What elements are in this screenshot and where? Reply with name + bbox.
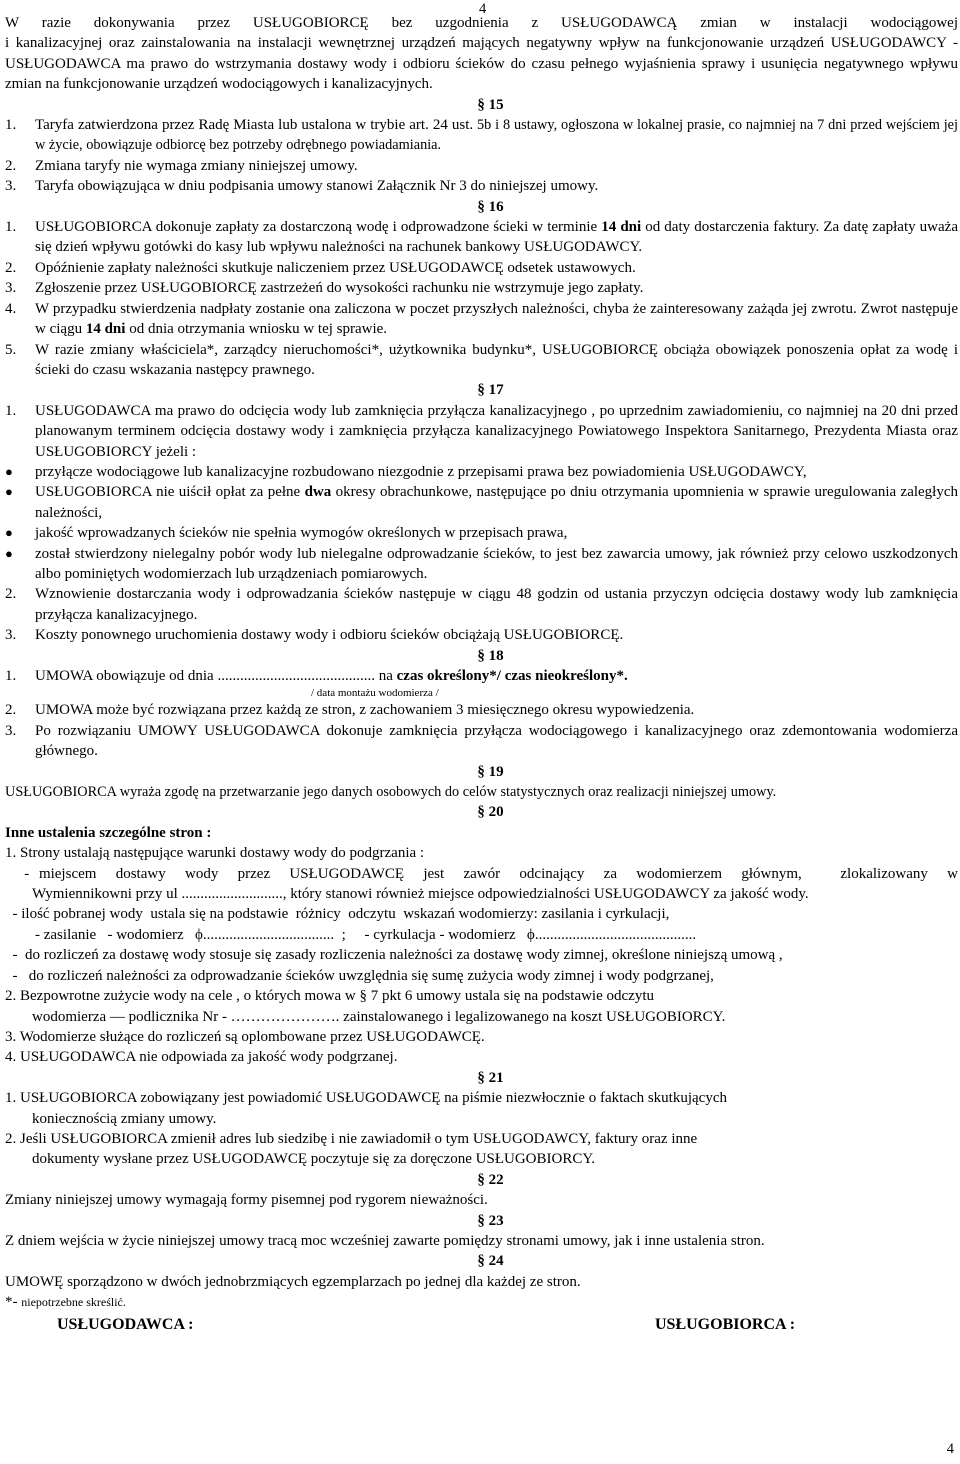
s20-dash-3: - zasilanie - wodomierz ϕ................................... ; - cyrkulacja - wodomierz ϕ........................................... [35, 926, 697, 943]
s21-point-2: 2. Jeśli USŁUGOBIORCA zmienił adres lub siedzibę i nie zawiadomił o tym USŁUGODAWCY, faktury oraz inne [5, 1130, 698, 1147]
item-text: Taryfa zatwierdzona przez Radę Miasta lub ustalona w trybie art. 24 ust. [35, 117, 474, 134]
item-text-cont: od dnia otrzymania wniosku w tej sprawie. [125, 321, 388, 338]
s22-text: Zmiany niniejszej umowy wymagają formy pisemnej pod rygorem nieważności. [5, 1192, 488, 1209]
s20-dash-4: - do rozliczeń za dostawę wody stosuje się zasady rozliczenia należności za dostawę wody zimnej, określone niniejszą umową , [5, 947, 783, 964]
s20-dash-2: - ilość pobranej wody ustala się na podstawie różnicy odczytu wskazań wodomierzy: zasilania i cyrkulacji, [5, 906, 670, 923]
bullet-text: jakość wprowadzanych ścieków nie spełnia wymogów określonych w przepisach prawa, [35, 525, 568, 542]
section-21-title: § 21 [477, 1069, 504, 1086]
s21-point-1: 1. USŁUGOBIORCA zobowiązany jest powiadomić USŁUGODAWCĘ na piśmie niezwłocznie o faktach skutkujących [5, 1090, 727, 1107]
s17-bullet-3 [5, 523, 958, 543]
s20-heading: Inne ustalenia szczególne stron : [5, 824, 212, 841]
section-18-title: § 18 [477, 647, 504, 664]
item-text: Zmiana taryfy nie wymaga zmiany niniejszej umowy. [35, 157, 358, 174]
item-text: USŁUGODAWCA ma prawo do odcięcia wody lub zamknięcia przyłącza kanalizacyjnego , po uprzednim zawiadomieniu, co najmniej na 20 dni przed planowanym terminem odcięcia dostawy wody i zamknięcia przyłącza kanalizacyjnego Powiatowego Inspektora Sanitarnego, Prezydenta Miasta oraz USŁUGOBIORCY jeżeli : [35, 402, 958, 460]
item-number: 3. [5, 280, 17, 297]
s16-item-4 [5, 299, 958, 340]
bullet-text-cont: okresy obrachunkowe, następujące po dniu otrzymania upomnienia w sprawie uregulowania zaległych należności, [35, 484, 959, 521]
intro-line-1: W razie dokonywania przez USŁUGOBIORCĘ bez uzgodnienia z USŁUGODAWCĄ zmian w instalacji wodociągowej [5, 15, 958, 31]
s20-dash-1-cont: Wymiennikowni przy ul ..........................., który stanowi również miejsce odpowiedzialności USŁUGODAWCY za jakość wody. [32, 886, 809, 903]
item-number: 1. [5, 117, 17, 134]
item-number: 1. [5, 402, 17, 419]
s20-point-2-cont: wodomierza — podlicznika Nr - …………………. zainstalowanego i legalizowanego na koszt USŁUGOBIORCY. [32, 1008, 726, 1025]
item-text: Zgłoszenie przez USŁUGOBIORCĘ zastrzeżeń do wysokości rachunku nie wstrzymuje jego zapłaty. [35, 280, 644, 297]
section-23-title: § 23 [477, 1212, 504, 1229]
item-text: W razie zmiany właściciela*, zarządcy nieruchomości*, użytkownika budynku*, USŁUGOBIORCĘ obciąża obowiązek ponoszenia opłat za wodę i ścieki do czasu wskazania następcy prawnego. [35, 341, 958, 378]
bullet-text: USŁUGOBIORCA nie uiścił opłat za pełne [35, 484, 305, 501]
s21-point-1-cont: koniecznością zmiany umowy. [32, 1110, 217, 1127]
s18-item-1 [5, 666, 958, 686]
item-text-bold: czas określony*/ czas nieokreślony*. [396, 668, 628, 684]
signature-right-label: USŁUGOBIORCA : [655, 1315, 796, 1333]
s17-item-3 [5, 625, 958, 645]
s20-point-4: 4. USŁUGODAWCA nie odpowiada za jakość wody podgrzanej. [5, 1049, 398, 1066]
s15-item-3 [5, 176, 958, 196]
item-number: 2. [5, 259, 17, 276]
section-20-title: § 20 [477, 804, 504, 821]
s23-text: Z dniem wejścia w życie niniejszej umowy tracą moc wcześniej zawarte pomiędzy stronami umowy, jak i inne ustalenia stron. [5, 1232, 765, 1249]
item-text: UMOWA może być rozwiązana przez każdą ze stron, z zachowaniem 3 miesięcznego okresu wypowiedzenia. [35, 702, 695, 719]
intro-paragraph: i kanalizacyjnej oraz zainstalowania na instalacji wewnętrznej urządzeń mających negatywny wpływ na funkcjonowanie urządzeń USŁUGODAWCY - USŁUGODAWCA ma prawo do wstrzymania dostawy wody i odbioru ścieków do czasu pełnego wyjaśnienia sprawy i usunięcia negatywnego wpływu zmian na funkcjonowanie urządzeń wodociągowych i kanalizacyjnych. [5, 35, 958, 93]
item-number: 1. [5, 668, 17, 684]
section-15-title: § 15 [477, 96, 504, 113]
page-number-bottom: 4 [946, 1441, 954, 1457]
item-number: 2. [5, 702, 17, 719]
s17-bullet-1 [5, 462, 958, 482]
s16-item-1 [5, 217, 958, 258]
s24-text: UMOWĘ sporządzono w dwóch jednobrzmiących egzemplarzach po jednej dla każdej ze stron. [5, 1273, 581, 1290]
document-body [5, 13, 958, 1335]
s17-bullet-4 [5, 544, 958, 585]
s15-item-2 [5, 156, 958, 176]
item-number: 3. [5, 627, 17, 644]
bullet-text: został stwierdzony nielegalny pobór wody lub nielegalne odprowadzanie ścieków, to jest bez zawarcia umowy, jak również przy celowo uszkodzonych albo pominiętych wodomierzach lub urządzeniach pomiarowych. [35, 545, 958, 582]
s16-item-5 [5, 340, 958, 381]
date-caption: / data montażu wodomierza / [311, 687, 439, 700]
s18-item-2 [5, 700, 958, 720]
item-text: Wznowienie dostarczania wody i odprowadzania ścieków następuje w ciągu 48 godzin od ustania przyczyn odcięcia dostawy wody lub zamknięcia przyłącza kanalizacyjnego. [35, 586, 958, 623]
section-19-title: § 19 [477, 763, 504, 780]
footnote-star: *- [5, 1294, 22, 1311]
item-text-cont: od daty dostarczenia faktury. Za datę zapłaty uważa się dzień wpływu gotówki do kasy lub wpływu należności na rachunek bankowy USŁUGODAWCY. [35, 219, 958, 256]
item-number: 2. [5, 586, 17, 603]
s20-point-2: 2. Bezpowrotne zużycie wody na cele , o których mowa w § 7 pkt 6 umowy ustala się na podstawie odczytu [5, 988, 654, 1005]
section-16-title: § 16 [477, 198, 504, 215]
item-number: 3. [5, 722, 17, 739]
item-text: Po rozwiązaniu UMOWY USŁUGODAWCA dokonuje zamknięcia przyłącza wodociągowego i kanalizacyjnego oraz zdemontowania wodomierza głównego. [35, 722, 958, 760]
bullet-text-bold: dwa [304, 484, 332, 501]
item-text-cont: 5b i 8 ustawy, ogłoszona w lokalnej prasie, co najmniej na 7 dni przed wejściem jej w życie, obowiązuje odbiorcę bez potrzeby odrębnego powiadamiania. [35, 117, 958, 154]
s21-point-2-cont: dokumenty wysłane przez USŁUGODAWCĘ poczytuje się za doręczone USŁUGOBIORCY. [32, 1151, 595, 1168]
item-number: 3. [5, 178, 17, 195]
item-number: 5. [5, 341, 17, 358]
footnote [5, 1292, 958, 1312]
item-number: 4. [5, 300, 17, 317]
bullet-text: przyłącze wodociągowe lub kanalizacyjne rozbudowano niezgodnie z przepisami prawa bez powiadomienia USŁUGODAWCY, [35, 463, 807, 480]
item-number: 1. [5, 219, 17, 236]
s20-point-3: 3. Wodomierze służące do rozliczeń są oplombowane przez USŁUGODAWCĘ. [5, 1028, 485, 1045]
item-text: Koszty ponownego uruchomienia dostawy wody i odbioru ścieków obciążają USŁUGOBIORCĘ. [35, 627, 624, 644]
s19-text: USŁUGOBIORCA wyraża zgodę na przetwarzanie jego danych osobowych do celów statystycznych oraz realizacji niniejszej umowy. [5, 784, 777, 801]
page-number-top: 4 [479, 1, 487, 17]
bullet-icon: ● [5, 525, 13, 541]
item-text: W przypadku stwierdzenia nadpłaty zostanie ona zaliczona w poczet przyszłych należności, chyba że zainteresowany zażąda jej zwrotu. Zwrot następuje w ciągu [35, 300, 958, 338]
bullet-icon: ● [5, 545, 13, 561]
s17-item-1 [5, 401, 958, 462]
s20-dash-5: - do rozliczeń należności za odprowadzanie ścieków uwzględnia się sumę zużycia wody zimnej i wody podgrzanej, [5, 967, 714, 984]
bullet-icon: ● [5, 484, 13, 500]
s16-item-2 [5, 258, 958, 278]
s20-point-1: 1. Strony ustalają następujące warunki dostawy wody do podgrzania : [5, 845, 425, 862]
item-text-bold: 14 dni [85, 321, 126, 338]
section-22-title: § 22 [477, 1171, 504, 1188]
s15-item-1 [5, 115, 958, 156]
signature-left-label: USŁUGODAWCA : [57, 1315, 194, 1333]
s17-bullet-2 [5, 482, 958, 523]
section-17-title: § 17 [477, 382, 504, 399]
s16-item-3 [5, 278, 958, 298]
item-text: Opóźnienie zapłaty należności skutkuje naliczeniem przez USŁUGODAWCĘ odsetek ustawowych. [35, 259, 636, 276]
section-24-title: § 24 [477, 1253, 504, 1270]
s17-item-2 [5, 584, 958, 625]
signatures [5, 1315, 958, 1335]
item-text: Taryfa obowiązująca w dniu podpisania umowy stanowi Załącznik Nr 3 do niniejszej umowy. [35, 178, 599, 195]
item-text-bold: 14 dni [601, 219, 642, 236]
s18-item-3 [5, 721, 958, 762]
item-text: UMOWA obowiązuje od dnia .......................................... na [35, 668, 397, 684]
item-text: USŁUGOBIORCA dokonuje zapłaty za dostarczoną wodę i odprowadzone ścieki w terminie [35, 219, 602, 236]
item-number: 2. [5, 157, 17, 174]
bullet-icon: ● [5, 463, 13, 479]
s20-dash-1: - miejscem dostawy wody przez USŁUGODAWCĘ jest zawór odcinający za wodomierzem głównym, zlokalizowany w [5, 865, 958, 882]
footnote-text: niepotrzebne skreślić. [21, 1295, 126, 1310]
